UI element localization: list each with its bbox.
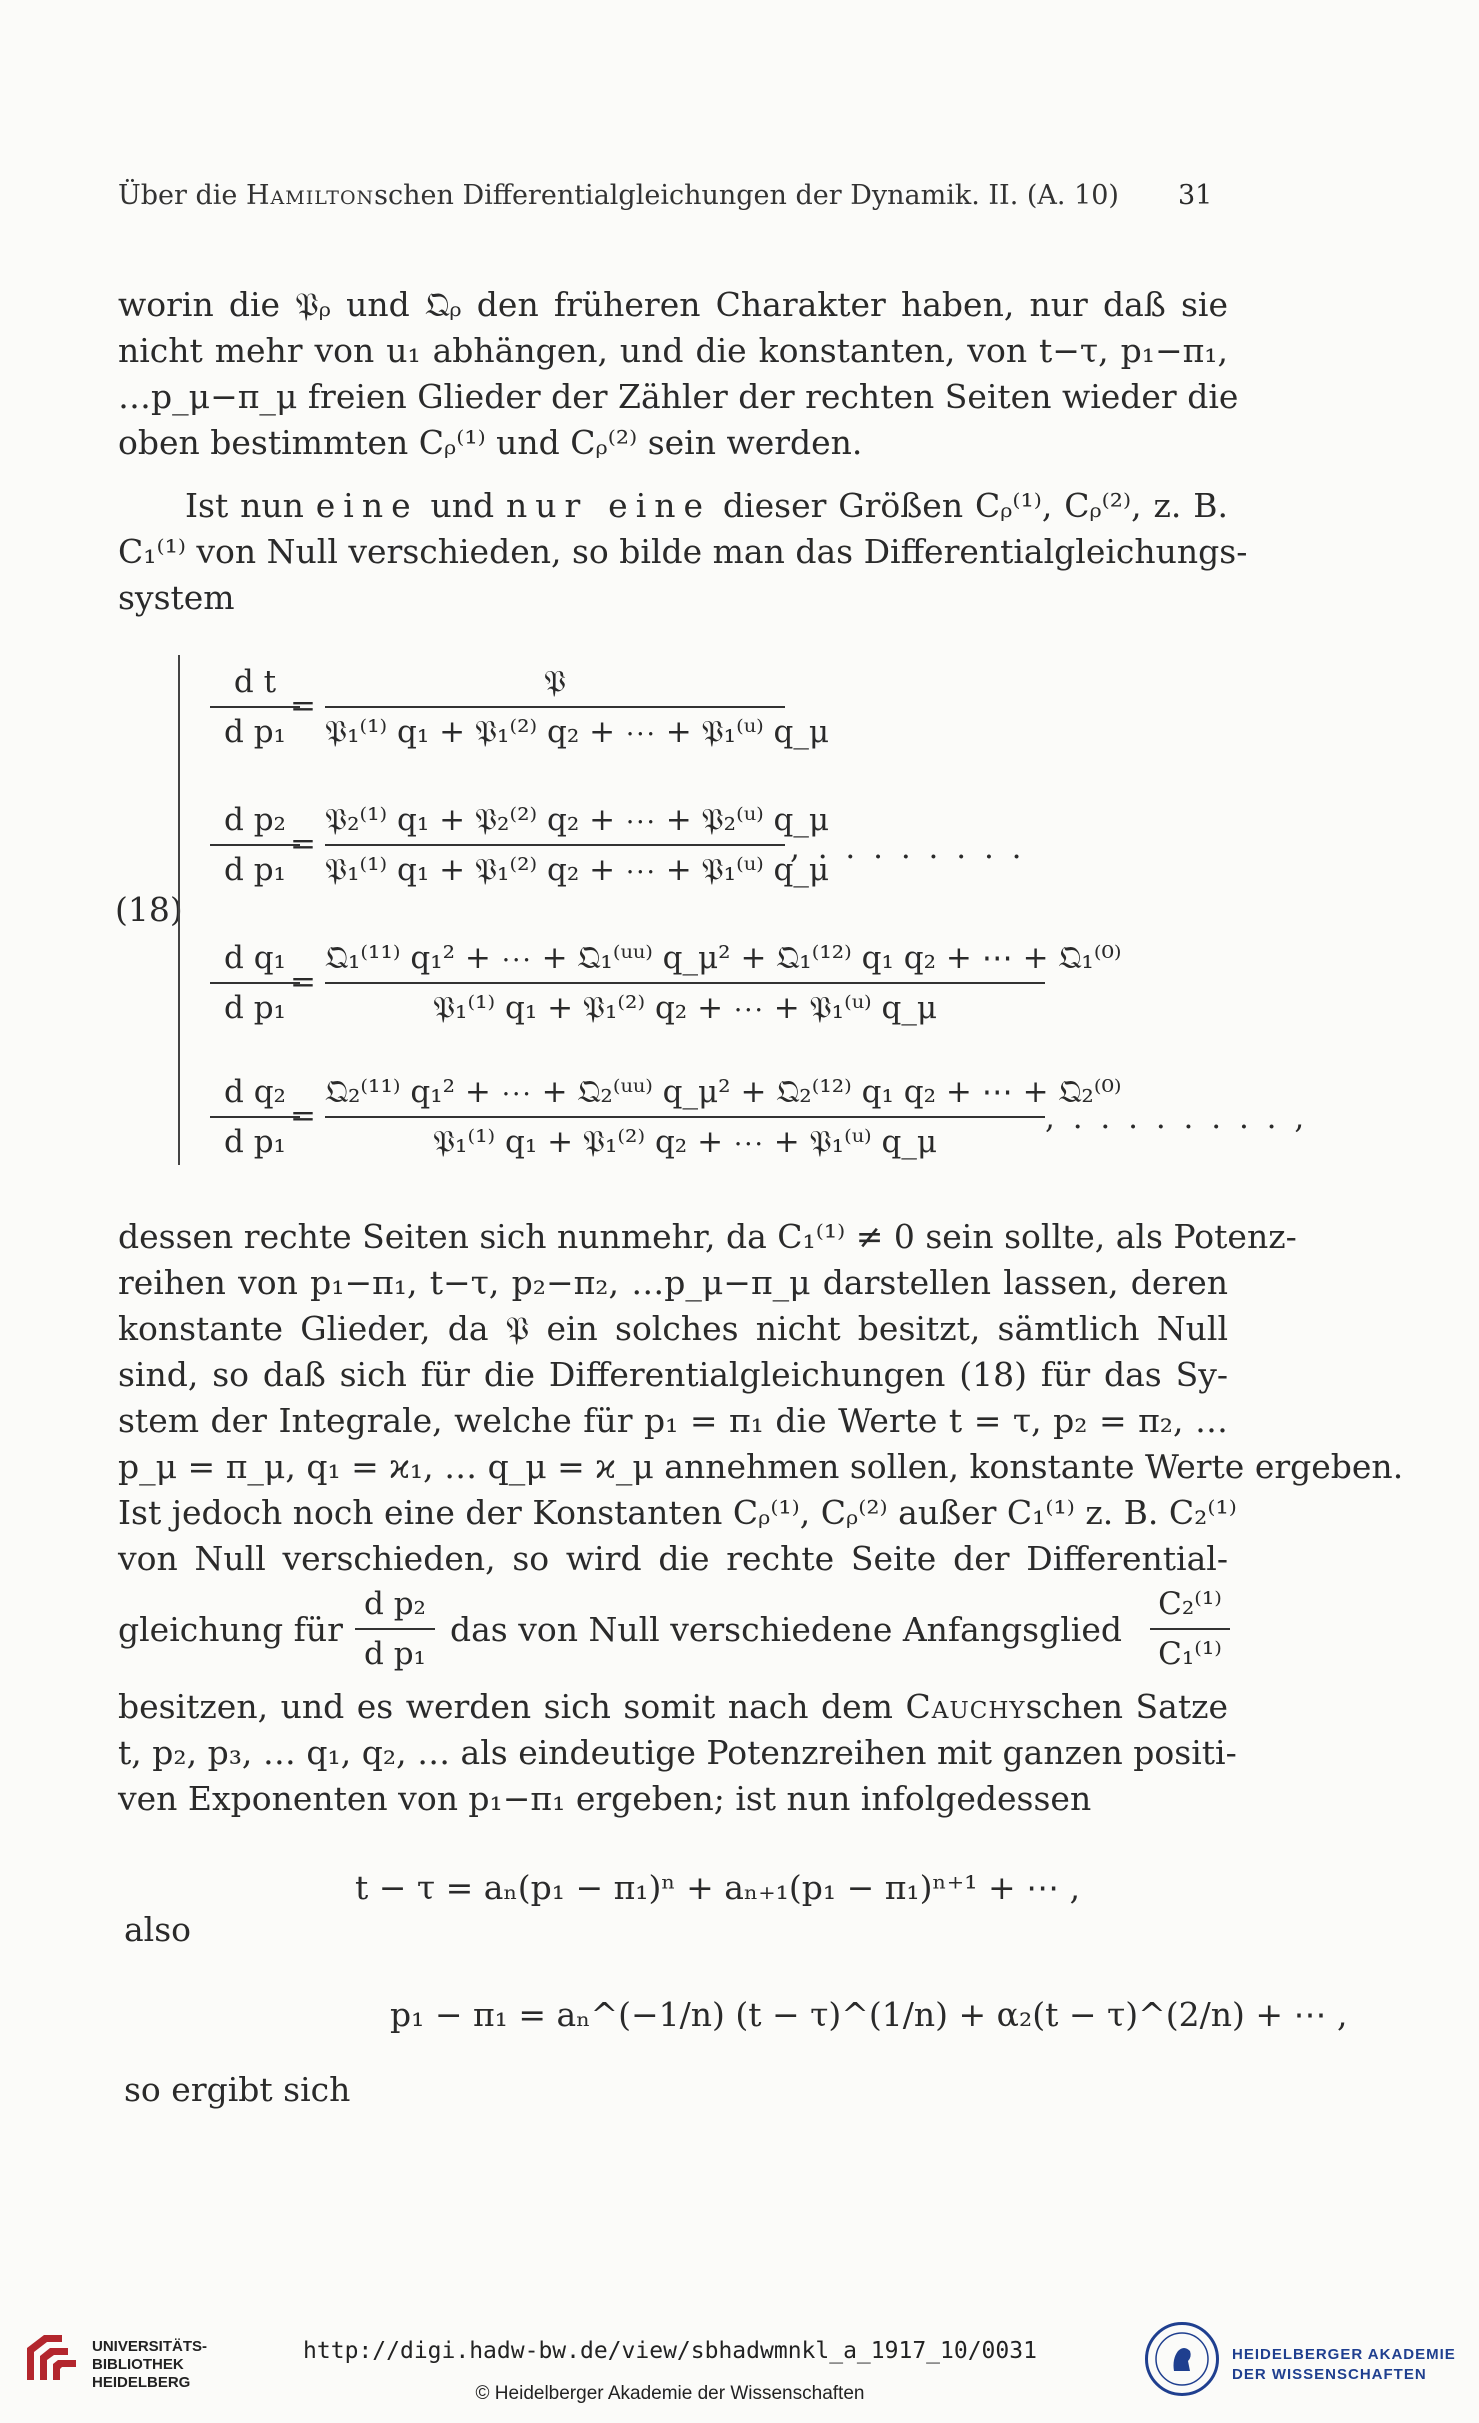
eq1-rhs xyxy=(325,660,830,754)
also-word: also xyxy=(124,1910,192,1949)
academy-name-line-2: DER WISSENSCHAFTEN xyxy=(1232,2366,1427,2383)
para2-text-b: und xyxy=(418,486,507,525)
eq4-rhs-den: 𝔓₁⁽¹⁾ q₁ + 𝔓₁⁽²⁾ q₂ + ⋯ + 𝔓₁⁽ᵘ⁾ q_μ xyxy=(432,1124,938,1160)
para4-name: Cauchy xyxy=(905,1687,1026,1726)
para3-line-6: p_μ = π_μ, q₁ = ϰ₁, … q_μ = ϰ_μ annehmen sollen, konstante Werte ergeben. xyxy=(118,1447,1404,1486)
library-name-line-3: HEIDELBERG xyxy=(92,2374,191,2391)
para2-text-c: dieser Größen Cᵨ⁽¹⁾, Cᵨ⁽²⁾, z. B. xyxy=(711,486,1228,525)
running-title-name: Hamilton xyxy=(246,180,375,211)
para2-line-3: system xyxy=(118,578,235,617)
para2-text-a: Ist nun xyxy=(185,486,316,525)
para3-line-2: reihen von p₁−π₁, t−τ, p₂−π₂, …p_μ−π_μ darstellen lassen, deren xyxy=(118,1263,1228,1302)
eq4-equals: = xyxy=(290,1098,316,1134)
para2-line-1 xyxy=(185,483,1228,529)
library-name xyxy=(92,2338,207,2392)
equation-number: (18) xyxy=(115,890,183,929)
para3-line-4: sind, so daß sich für die Differentialgleichungen (18) für das Sy- xyxy=(118,1355,1228,1394)
para4-line-2: t, p₂, p₃, … q₁, q₂, … als eindeutige Potenzreihen mit ganzen positi- xyxy=(118,1733,1237,1772)
para3-line-3: konstante Glieder, da 𝔓 ein solches nicht besitzt, sämtlich Null xyxy=(118,1309,1228,1348)
running-title-rest: schen Differentialgleichungen der Dynamik. II. (A. 10) xyxy=(374,180,1119,211)
eq3-equals: = xyxy=(290,964,316,1000)
eq4-lhs-num: d q₂ xyxy=(224,1074,286,1110)
permalink-url[interactable]: http://digi.hadw-bw.de/view/sbhadwmnkl_a_1917_10/0031 xyxy=(303,2338,1037,2364)
para2-spaced-2: nur eine xyxy=(506,486,712,525)
para2-line-2: C₁⁽¹⁾ von Null verschieden, so bilde man das Differentialgleichungs- xyxy=(118,532,1248,571)
eq4-lhs-den: d p₁ xyxy=(224,1124,286,1160)
eq3-lhs-den: d p₁ xyxy=(224,990,286,1026)
equation-brace xyxy=(178,655,198,1165)
eq3-rhs-num: 𝔔₁⁽¹¹⁾ q₁² + ⋯ + 𝔔₁⁽ᵘᵘ⁾ q_μ² + 𝔔₁⁽¹²⁾ q₁ q₂ + ⋯ + 𝔔₁⁽⁰⁾ xyxy=(325,940,1122,976)
eq2-rhs-den: 𝔓₁⁽¹⁾ q₁ + 𝔓₁⁽²⁾ q₂ + ⋯ + 𝔓₁⁽ᵘ⁾ q_μ xyxy=(325,852,830,888)
eq1-lhs xyxy=(210,660,300,754)
academy-name xyxy=(1232,2345,1456,2385)
gleichung-frac-2 xyxy=(1150,1582,1230,1676)
eq2-continuation: , . . . . . . . . xyxy=(790,830,1026,866)
eq4-lhs xyxy=(210,1070,300,1164)
gleichung-frac-2-den: C₁⁽¹⁾ xyxy=(1158,1636,1222,1672)
eq3-rhs-den: 𝔓₁⁽¹⁾ q₁ + 𝔓₁⁽²⁾ q₂ + ⋯ + 𝔓₁⁽ᵘ⁾ q_μ xyxy=(432,990,938,1026)
eq3-lhs xyxy=(210,936,300,1030)
para1-line-2: nicht mehr von u₁ abhängen, und die konstanten, von t−τ, p₁−π₁, xyxy=(118,331,1228,370)
para1-line-1: worin die 𝔓ᵨ und 𝔔ᵨ den früheren Charakter haben, nur daß sie xyxy=(118,285,1228,324)
para4-line-3: ven Exponenten von p₁−π₁ ergeben; ist nun infolgedessen xyxy=(118,1779,1092,1818)
eq2-lhs-num: d p₂ xyxy=(224,802,286,838)
para3-line-5: stem der Integrale, welche für p₁ = π₁ die Werte t = τ, p₂ = π₂, … xyxy=(118,1401,1228,1440)
eq1-equals: = xyxy=(290,688,316,724)
library-name-line-2: BIBLIOTHEK xyxy=(92,2356,184,2373)
eq4-continuation: , . . . . . . . . , xyxy=(1045,1100,1309,1136)
para3-line-8: von Null verschieden, so wird die rechte Seite der Differential- xyxy=(118,1539,1228,1578)
eq2-rhs xyxy=(325,798,830,892)
eq1-rhs-num: 𝔓 xyxy=(543,664,567,700)
para4-line-1 xyxy=(118,1684,1228,1730)
library-logo-icon xyxy=(22,2330,82,2390)
para3-line-1: dessen rechte Seiten sich nunmehr, da C₁⁽¹⁾ ≠ 0 sein sollte, als Potenz- xyxy=(118,1217,1297,1256)
eq3-lhs-num: d q₁ xyxy=(224,940,286,976)
academy-name-line-1: HEIDELBERGER AKADEMIE xyxy=(1232,2346,1456,2363)
display-equation-2: p₁ − π₁ = aₙ^(−1/n) (t − τ)^(1/n) + α₂(t − τ)^(2/n) + ⋯ , xyxy=(390,1995,1348,2034)
display-equation-1: t − τ = aₙ(p₁ − π₁)ⁿ + aₙ₊₁(p₁ − π₁)ⁿ⁺¹ + ⋯ , xyxy=(355,1868,1081,1907)
academy-seal-icon xyxy=(1145,2322,1219,2396)
para4-text-a: besitzen, und es werden sich somit nach dem xyxy=(118,1687,906,1726)
eq1-lhs-den: d p₁ xyxy=(224,714,286,750)
para2-spaced-1: eine xyxy=(315,486,419,525)
library-name-line-1: UNIVERSITÄTS- xyxy=(92,2338,208,2355)
gleichung-mid: das von Null verschiedene Anfangsglied xyxy=(450,1610,1123,1649)
eq3-rhs xyxy=(325,936,1122,1030)
closing-text: so ergibt sich xyxy=(124,2070,351,2109)
copyright-notice: © Heidelberger Akademie der Wissenschaften xyxy=(475,2383,865,2404)
running-title-prefix: Über die xyxy=(118,180,246,211)
gleichung-frac-1 xyxy=(355,1582,435,1676)
gleichung-frac-1-num: d p₂ xyxy=(364,1586,426,1622)
eq1-rhs-den: 𝔓₁⁽¹⁾ q₁ + 𝔓₁⁽²⁾ q₂ + ⋯ + 𝔓₁⁽ᵘ⁾ q_μ xyxy=(325,714,830,750)
eq1-lhs-num: d t xyxy=(233,664,277,700)
gleichung-pre: gleichung für xyxy=(118,1610,343,1649)
para1-line-3: …p_μ−π_μ freien Glieder der Zähler der rechten Seiten wieder die xyxy=(118,377,1239,416)
eq4-rhs-num: 𝔔₂⁽¹¹⁾ q₁² + ⋯ + 𝔔₂⁽ᵘᵘ⁾ q_μ² + 𝔔₂⁽¹²⁾ q₁ q₂ + ⋯ + 𝔔₂⁽⁰⁾ xyxy=(325,1074,1122,1110)
page-number: 31 xyxy=(1178,180,1213,211)
gleichung-frac-2-num: C₂⁽¹⁾ xyxy=(1158,1586,1222,1622)
eq2-rhs-num: 𝔓₂⁽¹⁾ q₁ + 𝔓₂⁽²⁾ q₂ + ⋯ + 𝔓₂⁽ᵘ⁾ q_μ xyxy=(325,802,830,838)
para3-line-7: Ist jedoch noch eine der Konstanten Cᵨ⁽¹⁾, Cᵨ⁽²⁾ außer C₁⁽¹⁾ z. B. C₂⁽¹⁾ xyxy=(118,1493,1237,1532)
eq2-lhs xyxy=(210,798,300,892)
para1-line-4: oben bestimmten Cᵨ⁽¹⁾ und Cᵨ⁽²⁾ sein werden. xyxy=(118,423,863,462)
para4-text-b: schen Satze xyxy=(1025,1687,1229,1726)
gleichung-frac-1-den: d p₁ xyxy=(364,1636,426,1672)
running-header xyxy=(118,180,1218,211)
eq2-lhs-den: d p₁ xyxy=(224,852,286,888)
eq4-rhs xyxy=(325,1070,1122,1164)
eq2-equals: = xyxy=(290,826,316,862)
